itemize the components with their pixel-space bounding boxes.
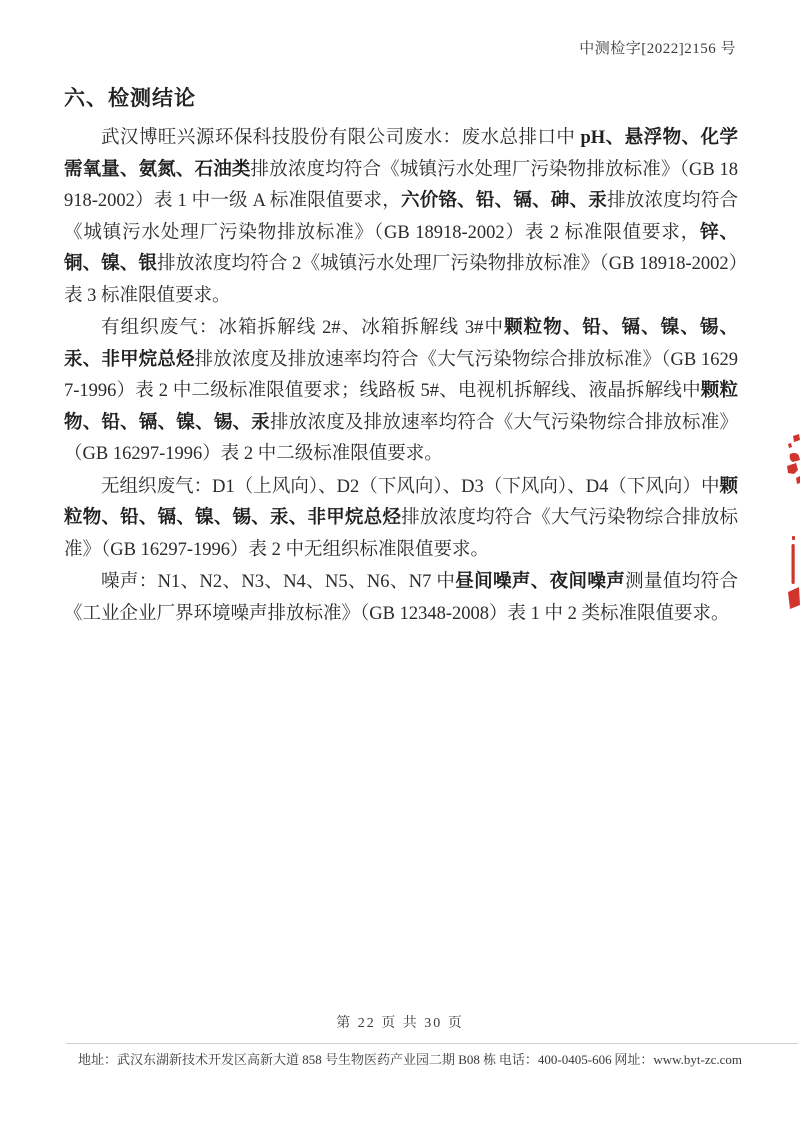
document-number: 中测检字[2022]2156 号 [579,41,736,57]
letterhead-footer [78,1049,742,1068]
body-text: 排放浓度均符合《城镇污水处理厂污染物排放标准》（GB 18918-2002）表 2 标准限值要求， [64,191,738,243]
emphasized-text: 锌、铜、镍、银 [64,222,738,274]
body-text: 排放浓度均符合《城镇污水处理厂污染物排放标准》（GB 18918-2002）表 1 中一级 A 标准限值要求， [64,159,738,211]
body-text: 无组织废气：D1（上风向）、D2（下风向）、D3（下风向）、D4（下风向）中 [101,476,720,497]
emphasized-text: 颗粒物、铅、镉、镍、锡、汞、非甲烷总烃 [64,318,738,370]
paragraph [64,313,738,471]
body-text: 排放浓度及排放速率均符合《大气污染物综合排放标准》（GB 16297-1996）表 2 中二级标准限值要求；线路板 5#、电视机拆解线、液晶拆解线中 [64,349,738,401]
emphasized-text: 昼间噪声、夜间噪声 [455,572,626,592]
emphasized-text: 颗粒物、铅、镉、镍、锡、汞 [64,381,738,433]
seal-fragments-icon [784,430,800,622]
conclusion-paragraphs [64,123,738,630]
body-text: 排放浓度均符合 2《城镇污水处理厂污染物排放标准》（GB 18918-2002）表 3 标准限值要求。 [64,254,738,306]
company-phone: 电话：400-0405-606 [498,1052,612,1067]
footer-divider [66,1043,798,1044]
emphasized-text: 颗粒物、铅、镉、镍、锡、汞、非甲烷总烃 [64,476,738,528]
body-text: 噪声：N1、N2、N3、N4、N5、N6、N7 中 [101,572,456,592]
body-text: 排放浓度均符合《大气污染物综合排放标准》（GB 16297-1996）表 2 中无组织标准限值要求。 [64,508,738,560]
emphasized-text: pH、悬浮物、化学需氧量、氨氮、石油类 [64,128,738,180]
page-number: 第 22 页 共 30 页 [336,1016,464,1031]
body-text: 测量值均符合《工业企业厂界环境噪声排放标准》（GB 12348-2008）表 1 中 2 类标准限值要求。 [64,572,738,624]
section-title: 六、检测结论 [64,86,196,110]
company-address: 地址：武汉东湖新技术开发区高新大道 858 号生物医药产业园二期 B08 栋 [78,1052,497,1067]
company-website: 网址：www.byt-zc.com [614,1052,742,1067]
paragraph [64,567,738,630]
body-text: 有组织废气：冰箱拆解线 2#、冰箱拆解线 3#中 [101,318,505,338]
body-text: 排放浓度及排放速率均符合《大气污染物综合排放标准》（GB 16297-1996）表 2 中二级标准限值要求。 [64,412,738,464]
body-text: 武汉博旺兴源环保科技股份有限公司废水：废水总排口中 [101,128,581,148]
paragraph [64,472,738,567]
paragraph [64,123,738,312]
emphasized-text: 六价铬、铅、镉、砷、汞 [400,191,608,211]
conclusion-section [64,82,738,631]
